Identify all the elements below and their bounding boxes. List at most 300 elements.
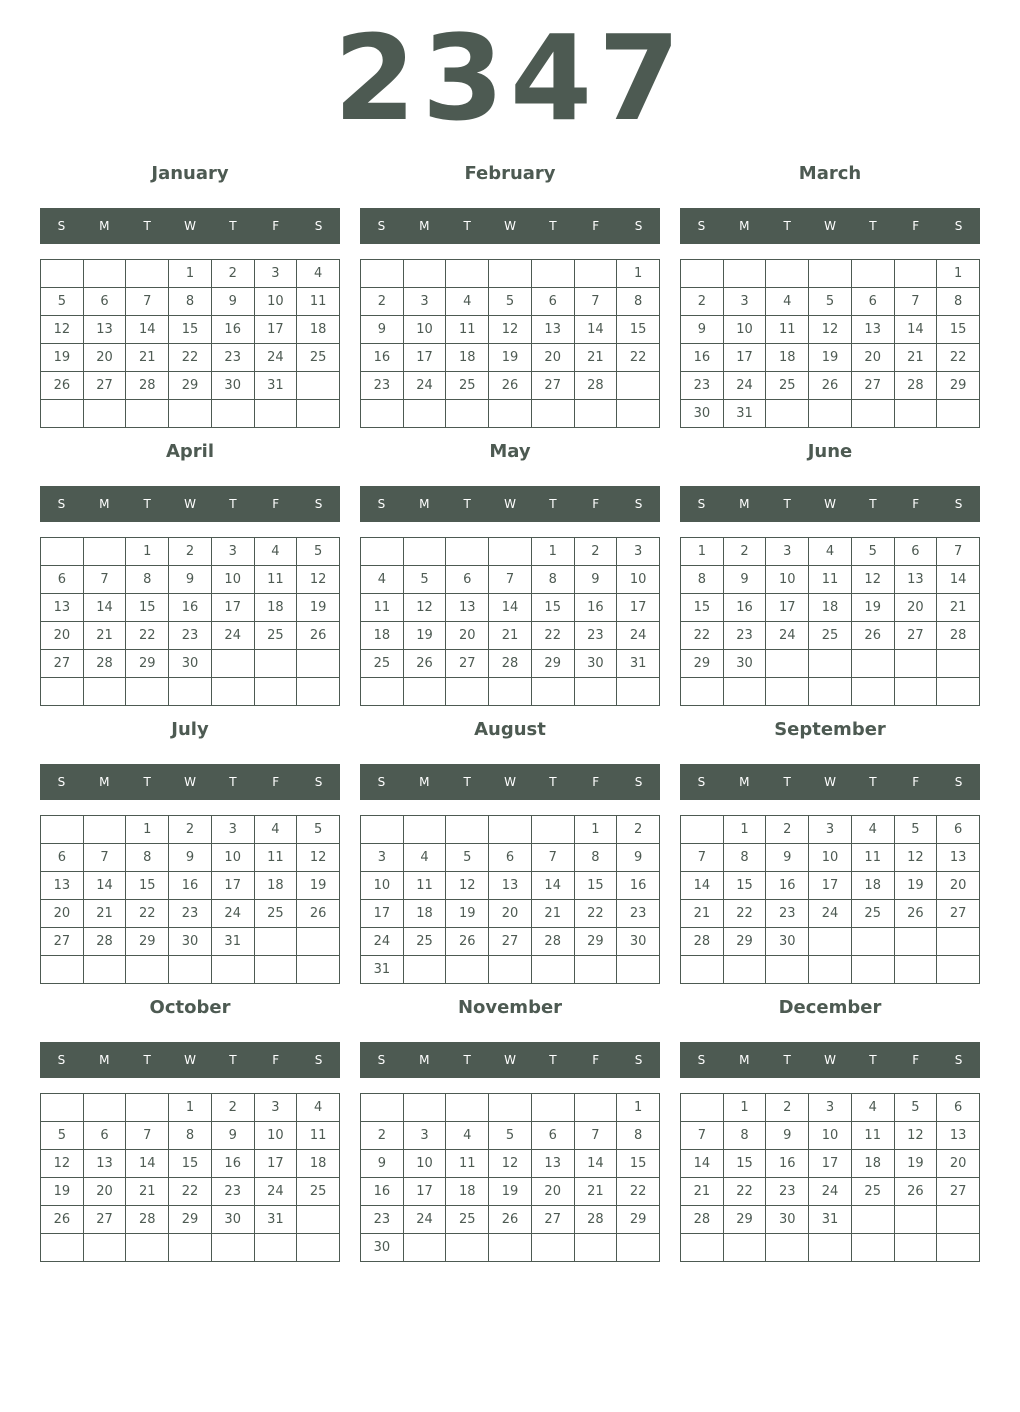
weekday-label: S: [377, 775, 386, 789]
weekday-label: S: [314, 775, 323, 789]
day-cell: 12: [404, 594, 447, 622]
day-cell: 12: [41, 1150, 84, 1178]
day-cell: 12: [489, 1150, 532, 1178]
month-july: [40, 711, 340, 984]
empty-day-cell: [809, 928, 852, 956]
weekday-label: M: [419, 497, 430, 511]
day-cell: 5: [852, 538, 895, 566]
day-cell: 26: [404, 650, 447, 678]
day-cell: 29: [937, 372, 980, 400]
day-cell: 10: [404, 1150, 447, 1178]
day-cell: 20: [532, 1178, 575, 1206]
day-cell: 29: [724, 1206, 767, 1234]
empty-day-cell: [212, 1234, 255, 1262]
day-cell: 6: [937, 1094, 980, 1122]
day-cell: 6: [41, 566, 84, 594]
weekday-header: [680, 764, 980, 800]
day-cell: 14: [489, 594, 532, 622]
day-cell: 15: [724, 872, 767, 900]
day-cell: 3: [404, 288, 447, 316]
empty-day-cell: [937, 650, 980, 678]
empty-day-cell: [852, 928, 895, 956]
day-cell: 16: [766, 872, 809, 900]
empty-day-cell: [809, 1234, 852, 1262]
day-cell: 9: [724, 566, 767, 594]
empty-day-cell: [681, 1234, 724, 1262]
month-title: September: [774, 719, 886, 740]
weekday-label: M: [99, 497, 110, 511]
day-cell: 4: [852, 816, 895, 844]
day-cell: 15: [575, 872, 618, 900]
day-cell: 7: [84, 566, 127, 594]
day-cell: 7: [126, 1122, 169, 1150]
day-cell: 3: [255, 1094, 298, 1122]
empty-day-cell: [766, 678, 809, 706]
day-cell: 30: [766, 928, 809, 956]
day-cell: 19: [895, 872, 938, 900]
day-cell: 13: [937, 1122, 980, 1150]
day-cell: 1: [126, 816, 169, 844]
month-october: [40, 989, 340, 1262]
day-cell: 24: [766, 622, 809, 650]
day-grid: [680, 1093, 980, 1262]
day-cell: 31: [724, 400, 767, 428]
empty-day-cell: [84, 260, 127, 288]
weekday-label: W: [504, 497, 516, 511]
empty-day-cell: [126, 400, 169, 428]
empty-day-cell: [297, 400, 340, 428]
empty-day-cell: [895, 1206, 938, 1234]
day-cell: 14: [681, 1150, 724, 1178]
day-cell: 3: [404, 1122, 447, 1150]
empty-day-cell: [84, 678, 127, 706]
day-cell: 26: [41, 1206, 84, 1234]
weekday-header: [360, 1042, 660, 1078]
day-cell: 21: [489, 622, 532, 650]
day-cell: 1: [126, 538, 169, 566]
empty-day-cell: [84, 538, 127, 566]
day-cell: 29: [724, 928, 767, 956]
day-cell: 19: [41, 344, 84, 372]
day-cell: 23: [212, 1178, 255, 1206]
day-cell: 6: [895, 538, 938, 566]
weekday-label: T: [869, 775, 877, 789]
month-april: [40, 433, 340, 706]
day-cell: 21: [84, 900, 127, 928]
day-cell: 28: [681, 928, 724, 956]
weekday-label: S: [377, 1053, 386, 1067]
day-cell: 24: [724, 372, 767, 400]
day-cell: 23: [361, 372, 404, 400]
day-cell: 2: [212, 1094, 255, 1122]
empty-day-cell: [84, 956, 127, 984]
empty-day-cell: [446, 538, 489, 566]
empty-day-cell: [532, 678, 575, 706]
day-cell: 1: [169, 260, 212, 288]
month-january: [40, 155, 340, 428]
empty-day-cell: [852, 650, 895, 678]
empty-day-cell: [41, 1234, 84, 1262]
day-cell: 18: [766, 344, 809, 372]
empty-day-cell: [489, 1234, 532, 1262]
day-cell: 5: [895, 1094, 938, 1122]
day-cell: 10: [404, 316, 447, 344]
day-cell: 26: [895, 1178, 938, 1206]
empty-day-cell: [404, 1234, 447, 1262]
day-cell: 11: [852, 844, 895, 872]
weekday-label: T: [229, 219, 237, 233]
weekday-label: F: [912, 1053, 920, 1067]
day-cell: 15: [937, 316, 980, 344]
day-cell: 22: [724, 900, 767, 928]
weekday-label: S: [954, 497, 963, 511]
day-cell: 23: [766, 1178, 809, 1206]
day-cell: 20: [489, 900, 532, 928]
empty-day-cell: [297, 928, 340, 956]
day-cell: 11: [255, 844, 298, 872]
day-cell: 2: [766, 816, 809, 844]
month-november: [360, 989, 660, 1262]
weekday-label: F: [272, 1053, 280, 1067]
month-title: November: [457, 997, 563, 1018]
day-grid: [360, 815, 660, 984]
weekday-label: M: [739, 1053, 750, 1067]
day-grid: [40, 537, 340, 706]
day-cell: 9: [766, 844, 809, 872]
day-cell: 4: [766, 288, 809, 316]
day-cell: 16: [212, 1150, 255, 1178]
day-cell: 17: [212, 594, 255, 622]
weekday-label: T: [229, 1053, 237, 1067]
empty-day-cell: [852, 678, 895, 706]
month-title: February: [464, 163, 556, 184]
day-grid: [40, 1093, 340, 1262]
empty-day-cell: [446, 400, 489, 428]
weekday-label: T: [229, 775, 237, 789]
empty-day-cell: [297, 650, 340, 678]
empty-day-cell: [489, 678, 532, 706]
empty-day-cell: [489, 956, 532, 984]
day-cell: 29: [532, 650, 575, 678]
day-cell: 5: [895, 816, 938, 844]
day-cell: 18: [255, 872, 298, 900]
day-cell: 10: [212, 566, 255, 594]
day-cell: 20: [532, 344, 575, 372]
day-cell: 11: [852, 1122, 895, 1150]
weekday-label: S: [377, 497, 386, 511]
day-cell: 17: [255, 1150, 298, 1178]
day-cell: 4: [809, 538, 852, 566]
day-cell: 7: [84, 844, 127, 872]
day-cell: 9: [169, 844, 212, 872]
day-cell: 12: [895, 1122, 938, 1150]
weekday-header: [360, 208, 660, 244]
day-cell: 8: [681, 566, 724, 594]
day-cell: 21: [895, 344, 938, 372]
empty-day-cell: [41, 816, 84, 844]
weekday-label: T: [869, 1053, 877, 1067]
empty-day-cell: [404, 260, 447, 288]
day-cell: 19: [297, 872, 340, 900]
weekday-label: W: [184, 219, 196, 233]
day-cell: 2: [681, 288, 724, 316]
day-cell: 16: [169, 594, 212, 622]
day-cell: 19: [297, 594, 340, 622]
weekday-label: F: [592, 1053, 600, 1067]
day-cell: 25: [297, 344, 340, 372]
day-cell: 18: [446, 344, 489, 372]
day-cell: 31: [361, 956, 404, 984]
weekday-label: M: [419, 775, 430, 789]
day-cell: 25: [852, 900, 895, 928]
day-cell: 9: [212, 288, 255, 316]
weekday-label: S: [57, 775, 66, 789]
day-cell: 28: [126, 372, 169, 400]
day-cell: 2: [617, 816, 660, 844]
empty-day-cell: [617, 678, 660, 706]
weekday-label: S: [314, 219, 323, 233]
weekday-label: T: [869, 497, 877, 511]
day-cell: 10: [255, 1122, 298, 1150]
day-cell: 30: [681, 400, 724, 428]
day-cell: 23: [169, 622, 212, 650]
month-title: January: [151, 163, 229, 184]
weekday-label: S: [697, 219, 706, 233]
day-cell: 24: [809, 900, 852, 928]
empty-day-cell: [809, 650, 852, 678]
day-cell: 2: [361, 288, 404, 316]
empty-day-cell: [895, 678, 938, 706]
day-cell: 23: [617, 900, 660, 928]
weekday-label: T: [783, 219, 791, 233]
day-cell: 9: [361, 316, 404, 344]
day-cell: 11: [297, 1122, 340, 1150]
weekday-header: [680, 486, 980, 522]
empty-day-cell: [681, 816, 724, 844]
day-cell: 18: [852, 1150, 895, 1178]
empty-day-cell: [937, 400, 980, 428]
day-cell: 7: [681, 1122, 724, 1150]
day-cell: 14: [895, 316, 938, 344]
day-cell: 22: [575, 900, 618, 928]
empty-day-cell: [489, 816, 532, 844]
weekday-label: T: [463, 497, 471, 511]
day-cell: 16: [681, 344, 724, 372]
weekday-label: T: [783, 497, 791, 511]
day-cell: 25: [852, 1178, 895, 1206]
empty-day-cell: [532, 1234, 575, 1262]
day-cell: 28: [126, 1206, 169, 1234]
weekday-header: [40, 764, 340, 800]
empty-day-cell: [681, 678, 724, 706]
day-cell: 30: [361, 1234, 404, 1262]
day-cell: 12: [297, 844, 340, 872]
weekday-label: S: [697, 497, 706, 511]
empty-day-cell: [169, 400, 212, 428]
day-cell: 1: [532, 538, 575, 566]
day-cell: 17: [212, 872, 255, 900]
weekday-label: W: [824, 1053, 836, 1067]
day-cell: 9: [575, 566, 618, 594]
empty-day-cell: [489, 260, 532, 288]
weekday-label: W: [504, 1053, 516, 1067]
day-cell: 13: [489, 872, 532, 900]
day-cell: 13: [937, 844, 980, 872]
month-march: [680, 155, 980, 428]
day-cell: 23: [575, 622, 618, 650]
day-grid: [360, 1093, 660, 1262]
day-cell: 9: [681, 316, 724, 344]
day-cell: 5: [489, 288, 532, 316]
day-cell: 15: [126, 594, 169, 622]
empty-day-cell: [212, 650, 255, 678]
month-september: [680, 711, 980, 984]
weekday-label: T: [143, 219, 151, 233]
weekday-label: T: [783, 1053, 791, 1067]
empty-day-cell: [126, 956, 169, 984]
day-cell: 7: [575, 288, 618, 316]
day-cell: 5: [297, 538, 340, 566]
empty-day-cell: [766, 260, 809, 288]
empty-day-cell: [937, 956, 980, 984]
day-cell: 3: [809, 816, 852, 844]
day-cell: 10: [617, 566, 660, 594]
day-cell: 30: [212, 1206, 255, 1234]
day-cell: 16: [575, 594, 618, 622]
day-cell: 22: [724, 1178, 767, 1206]
empty-day-cell: [809, 260, 852, 288]
month-title: May: [489, 441, 531, 462]
weekday-label: M: [739, 775, 750, 789]
day-cell: 10: [212, 844, 255, 872]
day-cell: 16: [361, 344, 404, 372]
month-june: [680, 433, 980, 706]
day-cell: 16: [766, 1150, 809, 1178]
day-cell: 6: [532, 1122, 575, 1150]
day-cell: 13: [84, 316, 127, 344]
day-cell: 25: [297, 1178, 340, 1206]
empty-day-cell: [575, 956, 618, 984]
weekday-label: F: [912, 219, 920, 233]
day-cell: 5: [446, 844, 489, 872]
empty-day-cell: [297, 1206, 340, 1234]
day-cell: 25: [446, 1206, 489, 1234]
weekday-label: M: [419, 1053, 430, 1067]
empty-day-cell: [255, 678, 298, 706]
weekday-label: S: [57, 497, 66, 511]
day-cell: 13: [532, 1150, 575, 1178]
day-cell: 27: [41, 928, 84, 956]
empty-day-cell: [297, 956, 340, 984]
weekday-label: S: [697, 775, 706, 789]
empty-day-cell: [895, 1234, 938, 1262]
day-cell: 17: [809, 872, 852, 900]
empty-day-cell: [126, 1094, 169, 1122]
empty-day-cell: [446, 956, 489, 984]
weekday-header: [360, 486, 660, 522]
empty-day-cell: [41, 260, 84, 288]
weekday-label: M: [99, 775, 110, 789]
day-grid: [680, 537, 980, 706]
day-cell: 3: [212, 816, 255, 844]
day-cell: 11: [361, 594, 404, 622]
day-cell: 8: [724, 1122, 767, 1150]
day-cell: 23: [724, 622, 767, 650]
day-cell: 24: [617, 622, 660, 650]
day-cell: 28: [575, 1206, 618, 1234]
empty-day-cell: [895, 650, 938, 678]
day-cell: 24: [212, 900, 255, 928]
day-cell: 8: [617, 288, 660, 316]
day-cell: 25: [809, 622, 852, 650]
day-cell: 27: [532, 1206, 575, 1234]
month-may: [360, 433, 660, 706]
day-cell: 29: [575, 928, 618, 956]
day-cell: 21: [575, 1178, 618, 1206]
month-august: [360, 711, 660, 984]
day-grid: [360, 259, 660, 428]
day-cell: 16: [361, 1178, 404, 1206]
weekday-label: S: [954, 219, 963, 233]
day-cell: 18: [297, 316, 340, 344]
day-cell: 1: [681, 538, 724, 566]
day-cell: 28: [84, 928, 127, 956]
day-cell: 28: [681, 1206, 724, 1234]
day-cell: 29: [126, 650, 169, 678]
weekday-header: [40, 1042, 340, 1078]
empty-day-cell: [41, 956, 84, 984]
day-cell: 26: [297, 900, 340, 928]
day-cell: 6: [84, 288, 127, 316]
empty-day-cell: [617, 956, 660, 984]
day-cell: 10: [809, 844, 852, 872]
day-cell: 22: [169, 344, 212, 372]
day-cell: 4: [297, 1094, 340, 1122]
day-cell: 10: [766, 566, 809, 594]
month-title: August: [474, 719, 546, 740]
day-cell: 8: [937, 288, 980, 316]
day-cell: 3: [255, 260, 298, 288]
day-cell: 18: [404, 900, 447, 928]
day-cell: 24: [404, 372, 447, 400]
day-cell: 7: [937, 538, 980, 566]
empty-day-cell: [724, 678, 767, 706]
day-cell: 19: [41, 1178, 84, 1206]
day-cell: 27: [84, 372, 127, 400]
day-cell: 1: [937, 260, 980, 288]
day-cell: 15: [126, 872, 169, 900]
day-cell: 18: [255, 594, 298, 622]
day-cell: 24: [361, 928, 404, 956]
day-cell: 25: [361, 650, 404, 678]
empty-day-cell: [852, 1234, 895, 1262]
day-cell: 21: [575, 344, 618, 372]
day-cell: 2: [766, 1094, 809, 1122]
empty-day-cell: [724, 1234, 767, 1262]
empty-day-cell: [126, 1234, 169, 1262]
day-cell: 1: [617, 260, 660, 288]
weekday-label: S: [57, 1053, 66, 1067]
day-cell: 27: [937, 900, 980, 928]
day-cell: 17: [617, 594, 660, 622]
empty-day-cell: [41, 538, 84, 566]
day-cell: 28: [489, 650, 532, 678]
weekday-header: [360, 764, 660, 800]
day-cell: 18: [852, 872, 895, 900]
day-cell: 30: [724, 650, 767, 678]
day-cell: 26: [41, 372, 84, 400]
weekday-label: M: [739, 219, 750, 233]
